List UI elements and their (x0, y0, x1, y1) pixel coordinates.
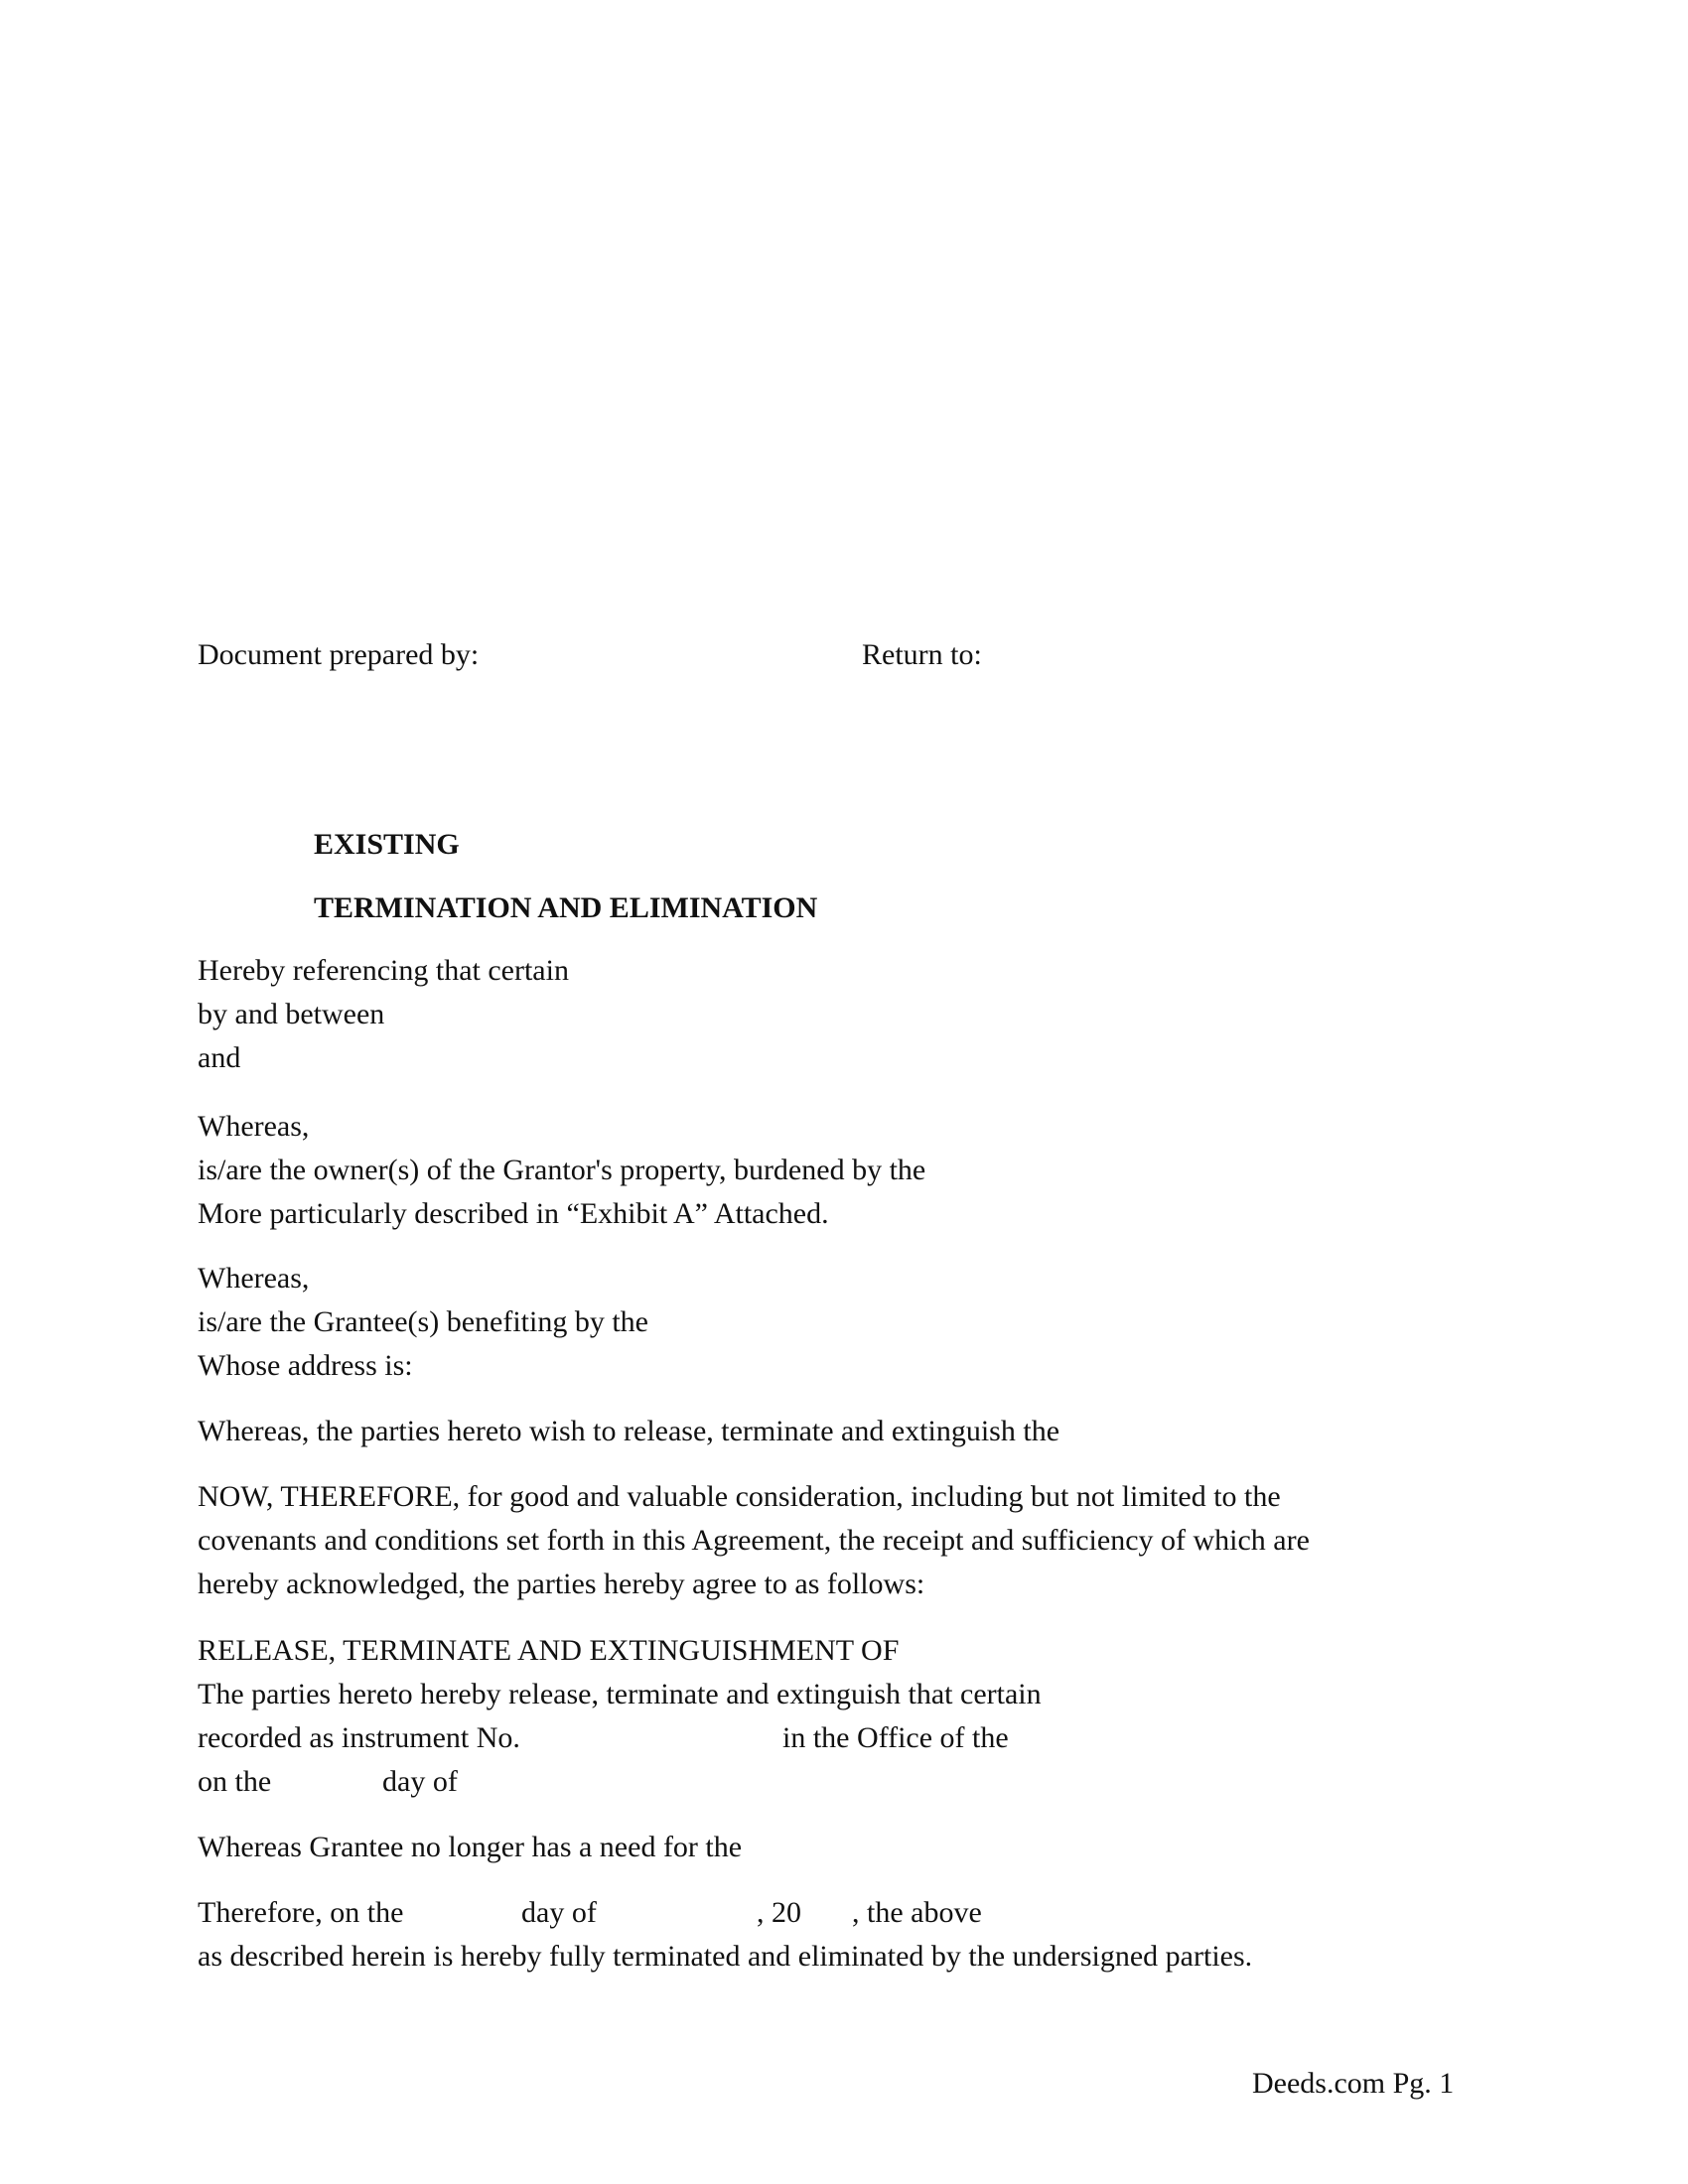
title-line-2: TERMINATION AND ELIMINATION (314, 891, 818, 924)
whereas-grantee-line-2: is/are the Grantee(s) benefiting by the (198, 1305, 648, 1338)
whereas-need-line: Whereas Grantee no longer has a need for the (198, 1831, 743, 1863)
whereas-owner-line-2: is/are the owner(s) of the Grantor's property, burdened by the (198, 1154, 926, 1186)
whereas-owner-line-1: Whereas, (198, 1110, 310, 1143)
therefore-line-2: as described herein is hereby fully terminated and eliminated by the undersigned parties. (198, 1940, 1253, 1973)
therefore-day-of-label: day of (521, 1896, 597, 1929)
reference-line-1: Hereby referencing that certain (198, 954, 569, 987)
release-on-the-label: on the (198, 1765, 272, 1798)
whereas-grantee-line-3: Whose address is: (198, 1349, 413, 1382)
office-of-label: in the Office of the (782, 1721, 1009, 1754)
release-line-1: The parties hereto hereby release, terminate and extinguish that certain (198, 1678, 1042, 1710)
whereas-release-line: Whereas, the parties hereto wish to release, terminate and extinguish the (198, 1415, 1060, 1447)
now-therefore-line-2: covenants and conditions set forth in this Agreement, the receipt and sufficiency of which are (198, 1524, 1310, 1557)
prepared-by-label: Document prepared by: (198, 638, 480, 671)
whereas-grantee-line-1: Whereas, (198, 1262, 310, 1295)
title-line-1: EXISTING (314, 828, 460, 861)
release-heading: RELEASE, TERMINATE AND EXTINGUISHMENT OF (198, 1634, 900, 1667)
recorded-instrument-label: recorded as instrument No. (198, 1721, 520, 1754)
now-therefore-line-1: NOW, THEREFORE, for good and valuable consideration, including but not limited to the (198, 1480, 1281, 1513)
therefore-on-the-label: Therefore, on the (198, 1896, 404, 1929)
release-day-of-label: day of (382, 1765, 458, 1798)
return-to-label: Return to: (862, 638, 982, 671)
reference-line-3: and (198, 1041, 241, 1074)
page-footer: Deeds.com Pg. 1 (1252, 2067, 1455, 2100)
therefore-above-label: , the above (852, 1896, 982, 1929)
therefore-year-label: , 20 (757, 1896, 801, 1929)
now-therefore-line-3: hereby acknowledged, the parties hereby agree to as follows: (198, 1568, 925, 1600)
whereas-owner-line-3: More particularly described in “Exhibit A” Attached. (198, 1197, 829, 1230)
reference-line-2: by and between (198, 998, 385, 1030)
